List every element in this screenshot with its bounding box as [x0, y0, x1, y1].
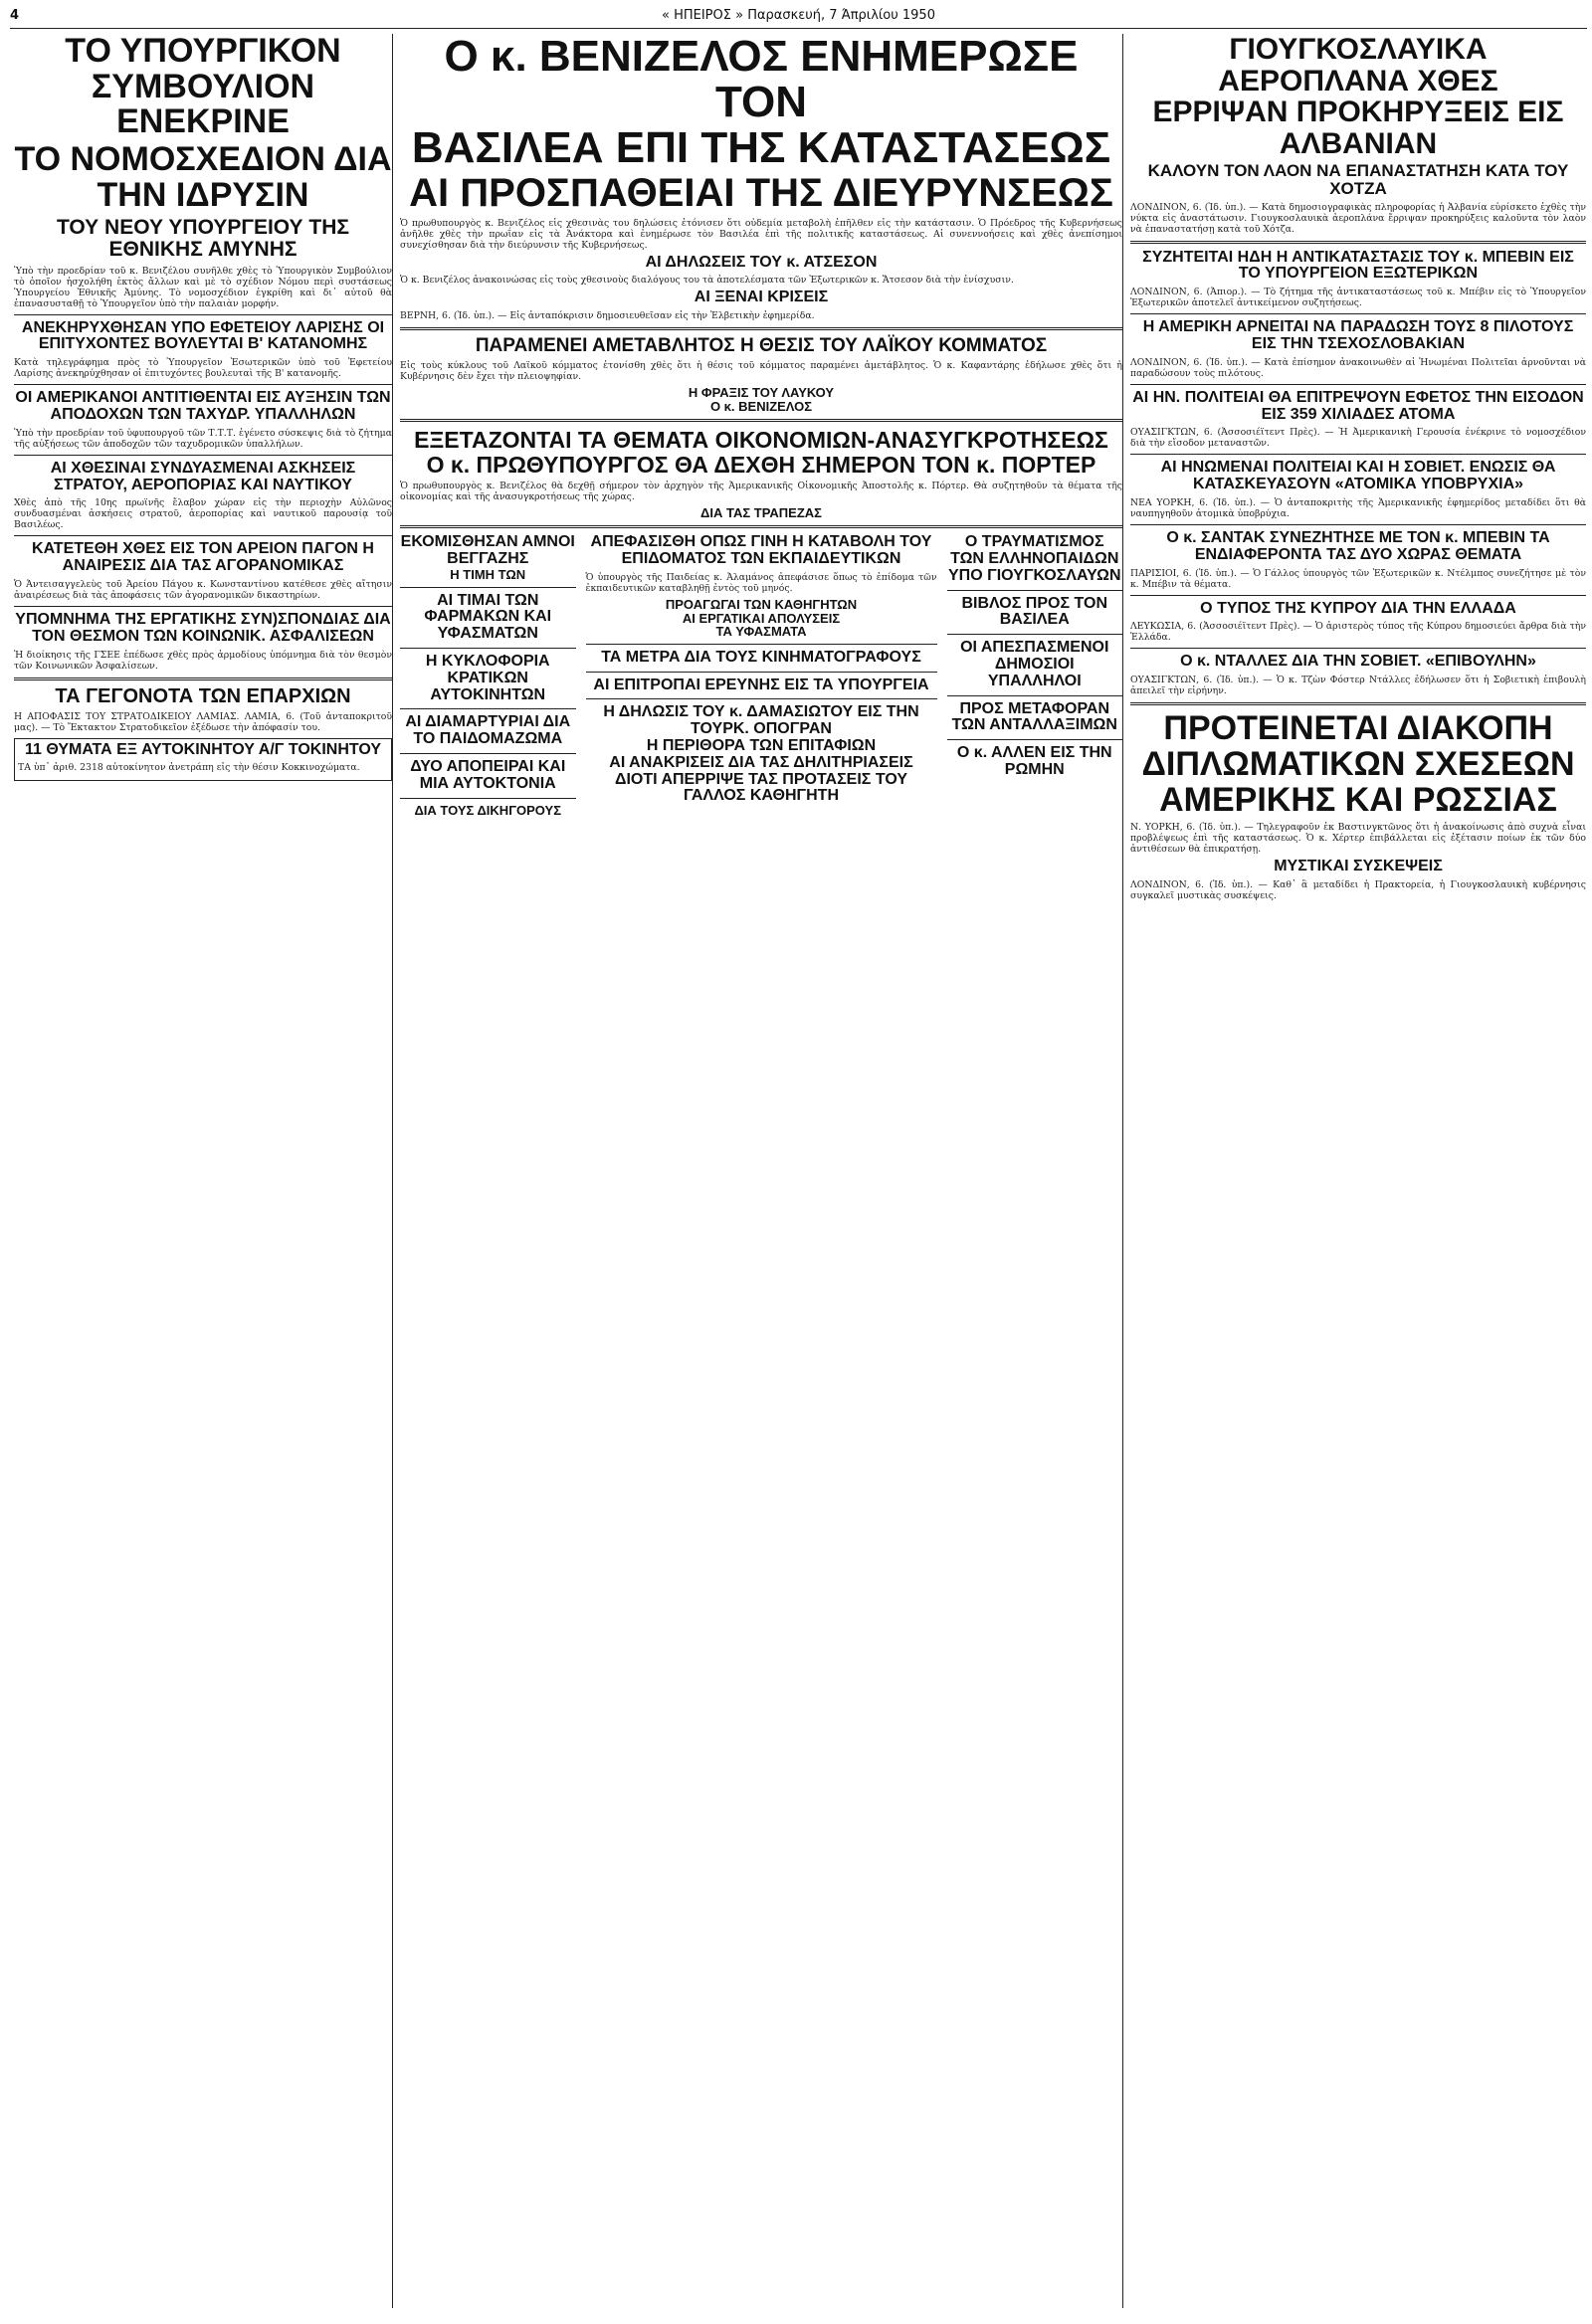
headline: ΣΥΖΗΤΕΙΤΑΙ ΗΔΗ Η ΑΝΤΙΚΑΤΑΣΤΑΣΙΣ ΤΟΥ κ. ΜΠΕΒΙΝ ΕΙΣ ΤΟ ΥΠΟΥΡΓΕΙΟΝ ΕΞΩΤΕΡΙΚΩΝ [1142, 248, 1574, 283]
page-number: 4 [10, 8, 20, 23]
headline: ΑΙ ΑΝΑΚΡΙΣΕΙΣ ΔΙΑ ΤΑΣ ΔΗΛΙΤΗΡΙΑΣΕΙΣ [609, 753, 913, 771]
left-column [10, 34, 396, 2308]
headline: Η ΑΜΕΡΙΚΗ ΑΡΝΕΙΤΑΙ ΝΑ ΠΑΡΑΔΩΣΗ ΤΟΥΣ 8 ΠΙΛΟΤΟΥΣ ΕΙΣ ΤΗΝ ΤΣΕΧΟΣΛΟΒΑΚΙΑΝ [1142, 318, 1574, 353]
headline: Ο κ. ΠΡΩΘΥΠΟΥΡΓΟΣ ΘΑ ΔΕΧΘΗ ΣΗΜΕΡΟΝ ΤΟΝ κ. ΠΟΡΤΕΡ [426, 451, 1096, 478]
big-headline-2: ΔΙΠΛΩΜΑΤΙΚΩΝ ΣΧΕΣΕΩΝ [1141, 744, 1575, 783]
headline-right-3: ΚΑΛΟΥΝ ΤΟΝ ΛΑΟΝ ΝΑ ΕΠΑΝΑΣΤΑΤΗΣΗ ΚΑΤΑ ΤΟΥ ΧΟΤΖΑ [1147, 161, 1569, 198]
article-text: ΛΟΝΔΙΝΟΝ, 6. (Ἰδ. ὑπ.). — Καθ᾽ ἃ μεταδίδει ἡ Πρακτορεία, ἡ Γιουγκοσλαυικὴ κυβέρνησις συγκαλεῖ μυστικὰς συσκέψεις. [1130, 879, 1586, 902]
headline: ΠΑΡΑΜΕΝΕΙ ΑΜΕΤΑΒΛΗΤΟΣ Η ΘΕΣΙΣ ΤΟΥ ΛΑΪΚΟΥ ΚΟΜΜΑΤΟΣ [475, 335, 1048, 357]
article-text: ΛΟΝΔΙΝΟΝ, 6. (Ἀπιορ.). — Τὸ ζήτημα τῆς ἀντικαταστάσεως τοῦ κ. Μπέβιν εἰς τὸ Ὑπουργεῖον Ἐξωτερικῶν ἀποτελεῖ ἀντικείμενον συζητήσεως. [1130, 287, 1586, 309]
center-column [396, 34, 1126, 2308]
subheadline: ΠΡΟΑΓΩΓΑΙ ΤΩΝ ΚΑΘΗΓΗΤΩΝ [665, 596, 858, 612]
headline: ΜΥΣΤΙΚΑΙ ΣΥΣΚΕΨΕΙΣ [1274, 858, 1443, 875]
big-headline-3: ΑΜΕΡΙΚΗΣ ΚΑΙ ΡΩΣΣΙΑΣ [1159, 780, 1557, 819]
masthead-line: « ΗΠΕΙΡΟΣ » Παρασκευή, 7 Άπριλίου 1950 [662, 8, 935, 23]
headline: ΑΝΕΚΗΡΥΧΘΗΣΑΝ ΥΠΟ ΕΦΕΤΕΙΟΥ ΛΑΡΙΣΗΣ ΟΙ ΕΠΙΤΥΧΟΝΤΕΣ ΒΟΥΛΕΥΤΑΙ Β' ΚΑΤΑΝΟΜΗΣ [21, 318, 385, 353]
headline: ΑΙ ΗΝΩΜΕΝΑΙ ΠΟΛΙΤΕΙΑΙ ΚΑΙ Η ΣΟΒΙΕΤ. ΕΝΩΣΙΣ ΘΑ ΚΑΤΑΣΚΕΥΑΣΟΥΝ «ΑΤΟΜΙΚΑ ΥΠΟΒΡΥΧΙΑ» [1160, 459, 1556, 493]
headline: ΟΙ ΑΠΕΣΠΑΣΜΕΝΟΙ ΔΗΜΟΣΙΟΙ ΥΠΑΛΛΗΛΟΙ [960, 639, 1109, 689]
article-text: Κατὰ τηλεγράφημα πρὸς τὸ Ὑπουργεῖον Ἐσωτερικῶν ὑπὸ τοῦ Ἐφετείου Λαρίσης ἀνεκηρύχθησαν οἱ ἐπιτυχόντες βουλευταὶ τῆς Β' κατανομῆς. [14, 357, 392, 380]
article-text: Ὁ πρωθυπουργὸς κ. Βενιζέλος θὰ δεχθῇ σήμερον τὸν ἀρχηγὸν τῆς Ἀμερικανικῆς Οἰκονομικῆς Ἀποστολῆς κ. Πόρτερ. Θὰ συζητηθοῦν τὰ θέματα τῆς οἰκονομίας καὶ τῆς ἀνασυγκροτήσεως τῆς χώρας. [400, 480, 1122, 502]
article-text: Ὁ ὑπουργὸς τῆς Παιδείας κ. Ἀλαμάνος ἀπεφάσισε ὅπως τὸ ἐπίδομα τῶν ἐκπαιδευτικῶν καταβληθῇ ἐντὸς τοῦ μηνός. [585, 571, 937, 594]
article-text: ΤΑ ὑπ᾽ ἀριθ. 2318 αὐτοκίνητον ἀνετράπη εἰς τὴν θέσιν Κοκκινοχώματα. [18, 762, 360, 774]
headline: Ο κ. ΣΑΝΤΑΚ ΣΥΝΕΖΗΤΗΣΕ ΜΕ ΤΟΝ κ. ΜΠΕΒΙΝ ΤΑ ΕΝΔΙΑΦΕΡΟΝΤΑ ΤΑΣ ΔΥΟ ΧΩΡΑΣ ΘΕΜΑΤΑ [1166, 529, 1550, 563]
subheadline: Η ΤΙΜΗ ΤΩΝ [450, 566, 526, 582]
article-text: ΟΥΑΣΙΓΚΤΩΝ, 6. (Ἰδ. ὑπ.). — Ὁ κ. Τζὼν Φόστερ Ντάλλες ἐδήλωσεν ὅτι ἡ Σοβιετικὴ ἐπιβουλὴ ἀπειλεῖ τὴν εἰρήνην. [1130, 675, 1586, 697]
subheadline: Η ΦΡΑΞΙΣ ΤΟΥ ΛΑΥΚΟΥ [688, 385, 835, 401]
headline-center-2: ΒΑΣΙΛΕΑ ΕΠΙ ΤΗΣ ΚΑΤΑΣΤΑΣΕΩΣ [411, 123, 1111, 173]
headline: ΑΙ ΔΙΑΜΑΡΤΥΡΙΑΙ ΔΙΑ ΤΟ ΠΑΙΔΟΜΑΖΩΜΑ [405, 713, 571, 748]
article-text: Η ΑΠΟΦΑΣΙΣ ΤΟΥ ΣΤΡΑΤΟΔΙΚΕΙΟΥ ΛΑΜΙΑΣ. ΛΑΜΙΑ, 6. (Τοῦ ἀνταποκριτοῦ μας). — Τὸ Ἔκτακτον Στρατοδικεῖον ἐξέδωσε τὴν ἀπόφασίν του. [14, 710, 392, 733]
headline: ΠΡΟΣ ΜΕΤΑΦΟΡΑΝ ΤΩΝ ΑΝΤΑΛΛΑΞΙΜΩΝ [951, 699, 1117, 734]
headline: ΚΑΤΕΤΕΘΗ ΧΘΕΣ ΕΙΣ ΤΟΝ ΑΡΕΙΟΝ ΠΑΓΟΝ Η ΑΝΑΙΡΕΣΙΣ ΔΙΑ ΤΑΣ ΑΓΟΡΑΝΟΜΙΚΑΣ [32, 540, 374, 575]
article-text: ΒΕΡΝΗ, 6. (Ἰδ. ὑπ.). — Εἰς ἀνταπόκρισιν δημοσιευθεῖσαν εἰς τὴν Ἑλβετικὴν ἐφημερίδα. [400, 310, 815, 322]
article-text: Ν. ΥΟΡΚΗ, 6. (Ἰδ. ὑπ.). — Τηλεγραφοῦν ἐκ Βαστινγκτῶνος ὅτι ἡ ἀνακοίνωσις ἀπὸ συχνὰ εἶναι προβλέψεως ἐπὶ τῆς καταστάσεως. Ὁ κ. Χέρτερ ἐπιβάλλεται εἰς ἐξέτασιν ποίων ἐκ τῶν δύο ἀντιθέσεων θὰ ἐπικρατήσῃ. [1130, 822, 1586, 856]
article-text: ΛΕΥΚΩΣΙΑ, 6. (Ἀσσοσιέϊτεντ Πρὲς). — Ὁ ἀριστερὸς τύπος τῆς Κύπρου δημοσιεύει ἄρθρα διὰ τὴν Ἑλλάδα. [1130, 621, 1586, 644]
headline: ΑΠΕΦΑΣΙΣΘΗ ΟΠΩΣ ΓΙΝΗ Η ΚΑΤΑΒΟΛΗ ΤΟΥ ΕΠΙΔΟΜΑΤΟΣ ΤΩΝ ΕΚΠΑΙΔΕΥΤΙΚΩΝ [590, 533, 932, 568]
article-text: Ὁ πρωθυπουργὸς κ. Βενιζέλος εἰς χθεσινὰς του δηλώσεις ἐτόνισεν ὅτι οὐδεμία μεταβολὴ ἐπῆλθεν εἰς τὴν κατάστασιν. Ὁ Πρόεδρος τῆς Κυβερνήσεως ἀνῆλθε χθὲς τὴν πρωΐαν εἰς τὰ Ἀνάκτορα καὶ ἐνημέρωσε τὸν Βασιλέα ἐπὶ τῆς πολιτικῆς καταστάσεως. Αἱ συνεννοήσεις καὶ χθὲς ἀνεπίσημοι συνεχίσθησαν διὰ τὴν διεύρυνσιν τῆς Κυβερνήσεως. [400, 217, 1122, 251]
article-text: ΛΟΝΔΙΝΟΝ, 6. (Ἰδ. ὑπ.). — Κατὰ ἐπίσημον ἀνακοινωθὲν αἱ Ἡνωμέναι Πολιτεῖαι ἀρνοῦνται νὰ παραδώσουν τοὺς πιλότους. [1130, 356, 1586, 379]
headline: ΑΙ ΕΠΙΤΡΟΠΑΙ ΕΡΕΥΝΗΣ ΕΙΣ ΤΑ ΥΠΟΥΡΓΕΙΑ [593, 676, 929, 693]
article-text: ΝΕΑ ΥΟΡΚΗ, 6. (Ἰδ. ὑπ.). — Ὁ ἀνταποκριτὴς τῆς Ἀμερικανικῆς ἐφημερίδος μεταδίδει ὅτι θὰ ναυπηγηθοῦν ἀτομικὰ ὑποβρύχια. [1130, 497, 1586, 520]
article-text: Ὁ Ἀντεισαγγελεὺς τοῦ Ἀρείου Πάγου κ. Κωνσταντίνου κατέθεσε χθὲς αἴτησιν ἀναιρέσεως διὰ τὰς ἀποφάσεις τῶν ἀγορανομικῶν δικαστηρίων. [14, 578, 392, 601]
headline: Ο ΤΡΑΥΜΑΤΙΣΜΟΣ ΤΩΝ ΕΛΛΗΝΟΠΑΙΔΩΝ ΥΠΟ ΓΙΟΥΓΚΟΣΛΑΥΩΝ [947, 533, 1121, 584]
article-text: Ὁ κ. Βενιζέλος ἀνακοινώσας εἰς τοὺς χθεσινοὺς διαλόγους του τὰ ἀποτελέσματα τῶν Ἐξωτερικῶν κ. Ἄτσεσον διὰ τὴν ἐνίσχυσιν. [400, 275, 1014, 287]
headline: ΤΑ ΜΕΤΡΑ ΔΙΑ ΤΟΥΣ ΚΙΝΗΜΑΤΟΓΡΑΦΟΥΣ [601, 648, 921, 666]
headline-center-3: ΑΙ ΠΡΟΣΠΑΘΕΙΑΙ ΤΗΣ ΔΙΕΥΡΥΝΣΕΩΣ [409, 170, 1113, 215]
article-text: Ὑπὸ τὴν προεδρίαν τοῦ ὑφυπουργοῦ τῶν Τ.Τ.Τ. ἐγένετο σύσκεψις διὰ τὸ ζήτημα τῆς αὐξήσεως τῶν ἀποδοχῶν τῶν ταχυδρομικῶν ὑπαλλήλων. [14, 427, 392, 450]
subheadline: Ο κ. ΒΕΝΙΖΕΛΟΣ [709, 398, 813, 414]
headline-right-1: ΓΙΟΥΓΚΟΣΛΑΥΙΚΑ ΑΕΡΟΠΛΑΝΑ ΧΘΕΣ [1218, 34, 1498, 97]
article-text: ΠΑΡΙΣΙΟΙ, 6. (Ἰδ. ὑπ.). — Ὁ Γάλλος ὑπουργὸς τῶν Ἐξωτερικῶν κ. Ντέλμπος συνεζήτησε μὲ τὸν κ. Μπέβιν τὰ θέματα. [1130, 567, 1586, 590]
headline: Η ΔΗΛΩΣΙΣ ΤΟΥ κ. ΔΑΜΑΣΙΩΤΟΥ ΕΙΣ ΤΗΝ ΤΟΥΡΚ. ΟΠΟΓΡΑΝ [603, 703, 919, 738]
headline: ΕΚΟΜΙΣΘΗΣΑΝ ΑΜΝΟΙ ΒΕΓΓΑΖΗΣ [400, 533, 575, 568]
headline-left-2: ΤΟ ΝΟΜΟΣΧΕΔΙΟΝ ΔΙΑ ΤΗΝ ΙΔΡΥΣΙΝ [14, 140, 392, 214]
headline: Η ΠΕΡΙΘΟΡΑ ΤΩΝ ΕΠΙΤΑΦΙΩΝ [646, 737, 877, 754]
article-text: ΛΟΝΔΙΝΟΝ, 6. (Ἰδ. ὑπ.). — Κατὰ δημοσιογραφικὰς πληροφορίας ἡ Ἀλβανία εὑρίσκετο ἐχθὲς τὴν νύκτα εἰς ἀναστάτωσιν. Γιουγκοσλαυικὰ ἀεροπλάνα ἔρριψαν προκηρύξεις καλοῦντα τὸν λαὸν νὰ ἐπαναστατήσῃ κατὰ τοῦ Χότζα. [1130, 201, 1586, 235]
article-text: Χθὲς ἀπὸ τῆς 10ης πρωϊνῆς ἔλαβον χώραν εἰς τὴν περιοχὴν Αὐλῶνος συνδυασμέναι ἀσκήσεις στρατοῦ, ἀεροπορίας καὶ ναυτικοῦ παρουσίᾳ τοῦ Βασιλέως. [14, 497, 392, 531]
headline: ΔΙΟΤΙ ΑΠΕΡΡΙΨΕ ΤΑΣ ΠΡΟΤΑΣΕΙΣ ΤΟΥ [614, 770, 907, 788]
article-text: Εἰς τοὺς κύκλους τοῦ Λαϊκοῦ κόμματος ἐτονίσθη χθὲς ὅτι ἡ θέσις τοῦ κόμματος παραμένει ἀμετάβλητος. Ὁ κ. Καφαντάρης ἐδήλωσε χθὲς ὅτι ἡ Κυβέρνησις δὲν ἔχει τὴν πλειοψηφίαν. [400, 360, 1122, 383]
headline: Η ΚΥΚΛΟΦΟΡΙΑ ΚΡΑΤΙΚΩΝ ΑΥΤΟΚΙΝΗΤΩΝ [425, 652, 550, 703]
headline: ΕΞΕΤΑΖΟΝΤΑΙ ΤΑ ΘΕΜΑΤΑ ΟΙΚΟΝΟΜΙΩΝ-ΑΝΑΣΥΓΚΡΟΤΗΣΕΩΣ [414, 427, 1108, 454]
headline: ΑΙ ΧΘΕΣΙΝΑΙ ΣΥΝΔΥΑΣΜΕΝΑΙ ΑΣΚΗΣΕΙΣ ΣΤΡΑΤΟΥ, ΑΕΡΟΠΟΡΙΑΣ ΚΑΙ ΝΑΥΤΙΚΟΥ [50, 459, 356, 493]
subheadline: ΑΙ ΕΡΓΑΤΙΚΑΙ ΑΠΟΛΥΣΕΙΣ [682, 610, 841, 626]
headline: ΓΑΛΛΟΣ ΚΑΘΗΓΗΤΗ [683, 787, 839, 805]
headline: Ο κ. ΑΛΛΕΝ ΕΙΣ ΤΗΝ ΡΩΜΗΝ [956, 744, 1112, 779]
right-column [1126, 34, 1590, 2308]
article-text: Ὑπὸ τὴν προεδρίαν τοῦ κ. Βενιζέλου συνῆλθε χθὲς τὸ Ὑπουργικὸν Συμβούλιον τὸ ὁποῖον ἠσχολήθη ἐκτὸς ἄλλων καὶ μὲ τὸ σχέδιον Νόμου περὶ συστάσεως Ὑπουργείου Ἐθνικῆς Ἀμύνης. Τὸ νομοσχέδιον ἐγκρίθη καὶ δι᾽ αὐτοῦ θὰ ἐπανασυσταθῇ τὸ Ὑπουργεῖον ὑπὸ τὴν παλαιὰν μορφήν. [14, 265, 392, 309]
headline: Ο κ. ΝΤΑΛΛΕΣ ΔΙΑ ΤΗΝ ΣΟΒΙΕΤ. «ΕΠΙΒΟΥΛΗΝ» [1180, 653, 1536, 671]
headline: ΑΙ ΔΗΛΩΣΕΙΣ ΤΟΥ κ. ΑΤΣΕΣΟΝ [645, 253, 878, 271]
article-text: ΟΥΑΣΙΓΚΤΩΝ, 6. (Ἀσσοσιέϊτεντ Πρὲς). — Ἡ Ἀμερικανικὴ Γερουσία ἐνέκρινε τὸ νομοσχέδιον διὰ τὴν εἴσοδον μεταναστῶν. [1130, 427, 1586, 450]
headline: ΥΠΟΜΝΗΜΑ ΤΗΣ ΕΡΓΑΤΙΚΗΣ ΣΥΝ)ΣΠΟΝΔΙΑΣ ΔΙΑ ΤΟΝ ΘΕΣΜΟΝ ΤΩΝ ΚΟΙΝΩΝΙΚ. ΑΣΦΑΛΙΣΕΩΝ [15, 610, 391, 645]
headline-left-1: ΤΟ ΥΠΟΥΡΓΙΚΟΝ ΣΥΜΒΟΥΛΙΟΝ ΕΝΕΚΡΙΝΕ [65, 34, 341, 141]
headline: ΤΑ ΓΕΓΟΝΟΤΑ ΤΩΝ ΕΠΑΡΧΙΩΝ [55, 684, 351, 707]
masthead [10, 8, 1587, 29]
headline: ΒΙΒΛΟΣ ΠΡΟΣ ΤΟΝ ΒΑΣΙΛΕΑ [961, 594, 1107, 629]
headline-right-2: ΕΡΡΙΨΑΝ ΠΡΟΚΗΡΥΞΕΙΣ ΕΙΣ ΑΛΒΑΝΙΑΝ [1152, 96, 1564, 160]
headline: ΑΙ ΞΕΝΑΙ ΚΡΙΣΕΙΣ [694, 289, 829, 306]
big-headline-1: ΠΡΟΤΕΙΝΕΤΑΙ ΔΙΑΚΟΠΗ [1163, 709, 1553, 748]
headline-center-1: Ο κ. ΒΕΝΙΖΕΛΟΣ ΕΝΗΜΕΡΩΣΕ ΤΟΝ [444, 34, 1079, 127]
headline-left-3: ΤΟΥ ΝΕΟΥ ΥΠΟΥΡΓΕΙΟΥ ΤΗΣ ΕΘΝΙΚΗΣ ΑΜΥΝΗΣ [56, 216, 349, 262]
headline: ΔΥΟ ΑΠΟΠΕΙΡΑΙ ΚΑΙ ΜΙΑ ΑΥΤΟΚΤΟΝΙΑ [410, 757, 566, 792]
headline: ΟΙ ΑΜΕΡΙΚΑΝΟΙ ΑΝΤΙΤΙΘΕΝΤΑΙ ΕΙΣ ΑΥΞΗΣΙΝ ΤΩΝ ΑΠΟΔΟΧΩΝ ΤΩΝ ΤΑΧΥΔΡ. ΥΠΑΛΛΗΛΩΝ [15, 389, 391, 423]
headline: ΑΙ ΤΙΜΑΙ ΤΩΝ ΦΑΡΜΑΚΩΝ ΚΑΙ ΥΦΑΣΜΑΤΩΝ [424, 591, 552, 643]
headline: Ο ΤΥΠΟΣ ΤΗΣ ΚΥΠΡΟΥ ΔΙΑ ΤΗΝ ΕΛΛΑΔΑ [1200, 599, 1516, 617]
headline: 11 ΘΥΜΑΤΑ ΕΞ ΑΥΤΟΚΙΝΗΤΟΥ Α/Γ ΤΟΚΙΝΗΤΟΥ [24, 740, 382, 758]
subheadline: ΔΙΑ ΤΟΥΣ ΔΙΚΗΓΟΡΟΥΣ [414, 802, 562, 818]
subheadline: ΤΑ ΥΦΑΣΜΑΤΑ [715, 624, 807, 640]
article-text: Ἡ διοίκησις τῆς ΓΣΕΕ ἐπέδωσε χθὲς πρὸς ἁρμοδίους ὑπόμνημα διὰ τὸν θεσμὸν τῶν Κοινωνικῶν Ἀσφαλίσεων. [14, 649, 392, 672]
subheadline: ΔΙΑ ΤΑΣ ΤΡΑΠΕΖΑΣ [700, 504, 822, 520]
headline: ΑΙ ΗΝ. ΠΟΛΙΤΕΙΑΙ ΘΑ ΕΠΙΤΡΕΨΟΥΝ ΕΦΕΤΟΣ ΤΗΝ ΕΙΣΟΔΟΝ ΕΙΣ 359 ΧΙΛΙΑΔΕΣ ΑΤΟΜΑ [1132, 388, 1584, 423]
